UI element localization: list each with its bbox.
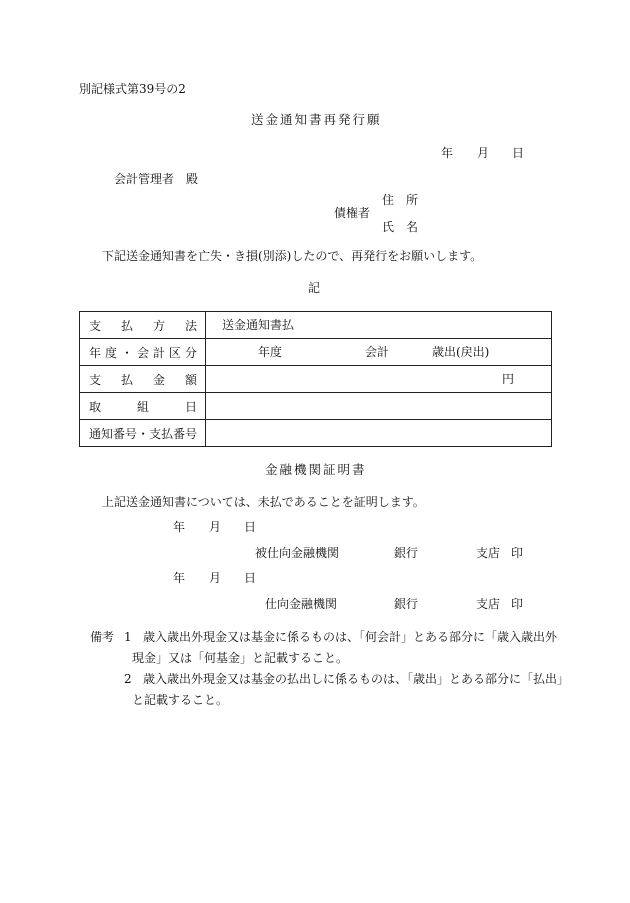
label-char: 取 <box>89 399 102 414</box>
label-char: 年 <box>89 345 102 360</box>
cert1-institution: 被仕向金融機関 <box>255 546 340 560</box>
expenditure-value: 歳出(戻出) <box>432 345 490 359</box>
label-char: 支 <box>149 426 162 441</box>
cert1-branch: 支店 <box>476 546 501 560</box>
cert1-year: 年 <box>173 520 186 534</box>
label-char: 組 <box>136 399 149 414</box>
label-char: 分 <box>184 345 197 360</box>
label-char: 度 <box>104 345 117 360</box>
fiscal-year-value: 年度 <box>258 345 283 359</box>
label-char: 払 <box>120 318 133 333</box>
certificate-title: 金融機関証明書 <box>265 462 367 477</box>
cert2-day: 日 <box>244 571 257 585</box>
creditor-name-label: 氏 名 <box>382 220 419 234</box>
creditor-address-label: 住 所 <box>382 193 419 207</box>
label-char: 計 <box>152 345 165 360</box>
yen-unit: 円 <box>502 372 515 386</box>
label-char: 通 <box>89 426 102 441</box>
date-month: 月 <box>477 146 490 160</box>
label-char: 番 <box>173 426 186 441</box>
label-char: 支 <box>89 372 102 387</box>
cert2-bank: 銀行 <box>394 597 419 611</box>
note-2-number: 2 <box>124 672 132 686</box>
cert2-branch: 支店 <box>476 597 501 611</box>
table-row <box>80 393 552 420</box>
label-char: 額 <box>184 372 197 387</box>
row-label <box>80 398 205 415</box>
row-label <box>80 371 205 388</box>
cert2-institution: 仕向金融機関 <box>265 597 338 611</box>
label-char: 法 <box>184 318 197 333</box>
label-char: 会 <box>136 345 149 360</box>
table-row <box>80 420 552 447</box>
table-row <box>80 366 552 393</box>
table-row <box>80 339 552 366</box>
label-char: 号 <box>185 426 198 441</box>
cert2-seal: 印 <box>511 597 524 611</box>
label-char: 日 <box>184 399 197 414</box>
addressee: 会計管理者 殿 <box>114 172 199 186</box>
cert2-year: 年 <box>173 571 186 585</box>
date-year: 年 <box>441 146 454 160</box>
payment-method-value: 送金通知書払 <box>222 318 295 332</box>
cert1-month: 月 <box>209 520 222 534</box>
date-day: 日 <box>512 146 525 160</box>
notes-label: 備考 <box>90 630 115 644</box>
label-char: 払 <box>161 426 174 441</box>
row-label <box>80 344 205 361</box>
account-value: 会計 <box>365 345 390 359</box>
label-char: 区 <box>168 345 181 360</box>
label-char: 方 <box>152 318 165 333</box>
note-1-line2: 現金」又は「何基金」と記載すること。 <box>132 651 349 665</box>
label-char: 支 <box>89 318 102 333</box>
form-title: 送金通知書再発行願 <box>251 112 382 127</box>
cert1-day: 日 <box>244 520 257 534</box>
request-text: 下記送金通知書を亡失・き損(別添)したので、再発行をお願いします。 <box>102 249 483 263</box>
row-label <box>80 425 205 442</box>
note-1-line1: 歳入歳出外現金又は基金に係るものは、「何会計」とある部分に「歳入歳出外 <box>143 630 558 644</box>
cert2-month: 月 <box>209 571 222 585</box>
form-number: 別記様式第39号の2 <box>79 82 186 96</box>
label-char: 払 <box>120 372 133 387</box>
label-char: 番 <box>113 426 126 441</box>
cert1-seal: 印 <box>511 546 524 560</box>
ki-mark: 記 <box>308 281 321 295</box>
creditor-label: 債権者 <box>334 206 371 220</box>
table-row <box>80 312 552 339</box>
label-char: 金 <box>152 372 165 387</box>
note-1-number: 1 <box>124 630 132 644</box>
remittance-info-table <box>79 311 552 447</box>
note-2-line1: 歳入歳出外現金又は基金の払出しに係るものは、「歳出」とある部分に「払出」 <box>143 672 570 686</box>
label-char: ・ <box>137 426 150 441</box>
label-char: ・ <box>120 345 133 360</box>
label-char: 号 <box>125 426 138 441</box>
label-char: 知 <box>101 426 114 441</box>
cert1-bank: 銀行 <box>394 546 419 560</box>
note-2-line2: と記載すること。 <box>132 693 229 707</box>
row-label <box>80 317 205 334</box>
certificate-text: 上記送金通知書については、未払であることを証明します。 <box>102 495 425 509</box>
